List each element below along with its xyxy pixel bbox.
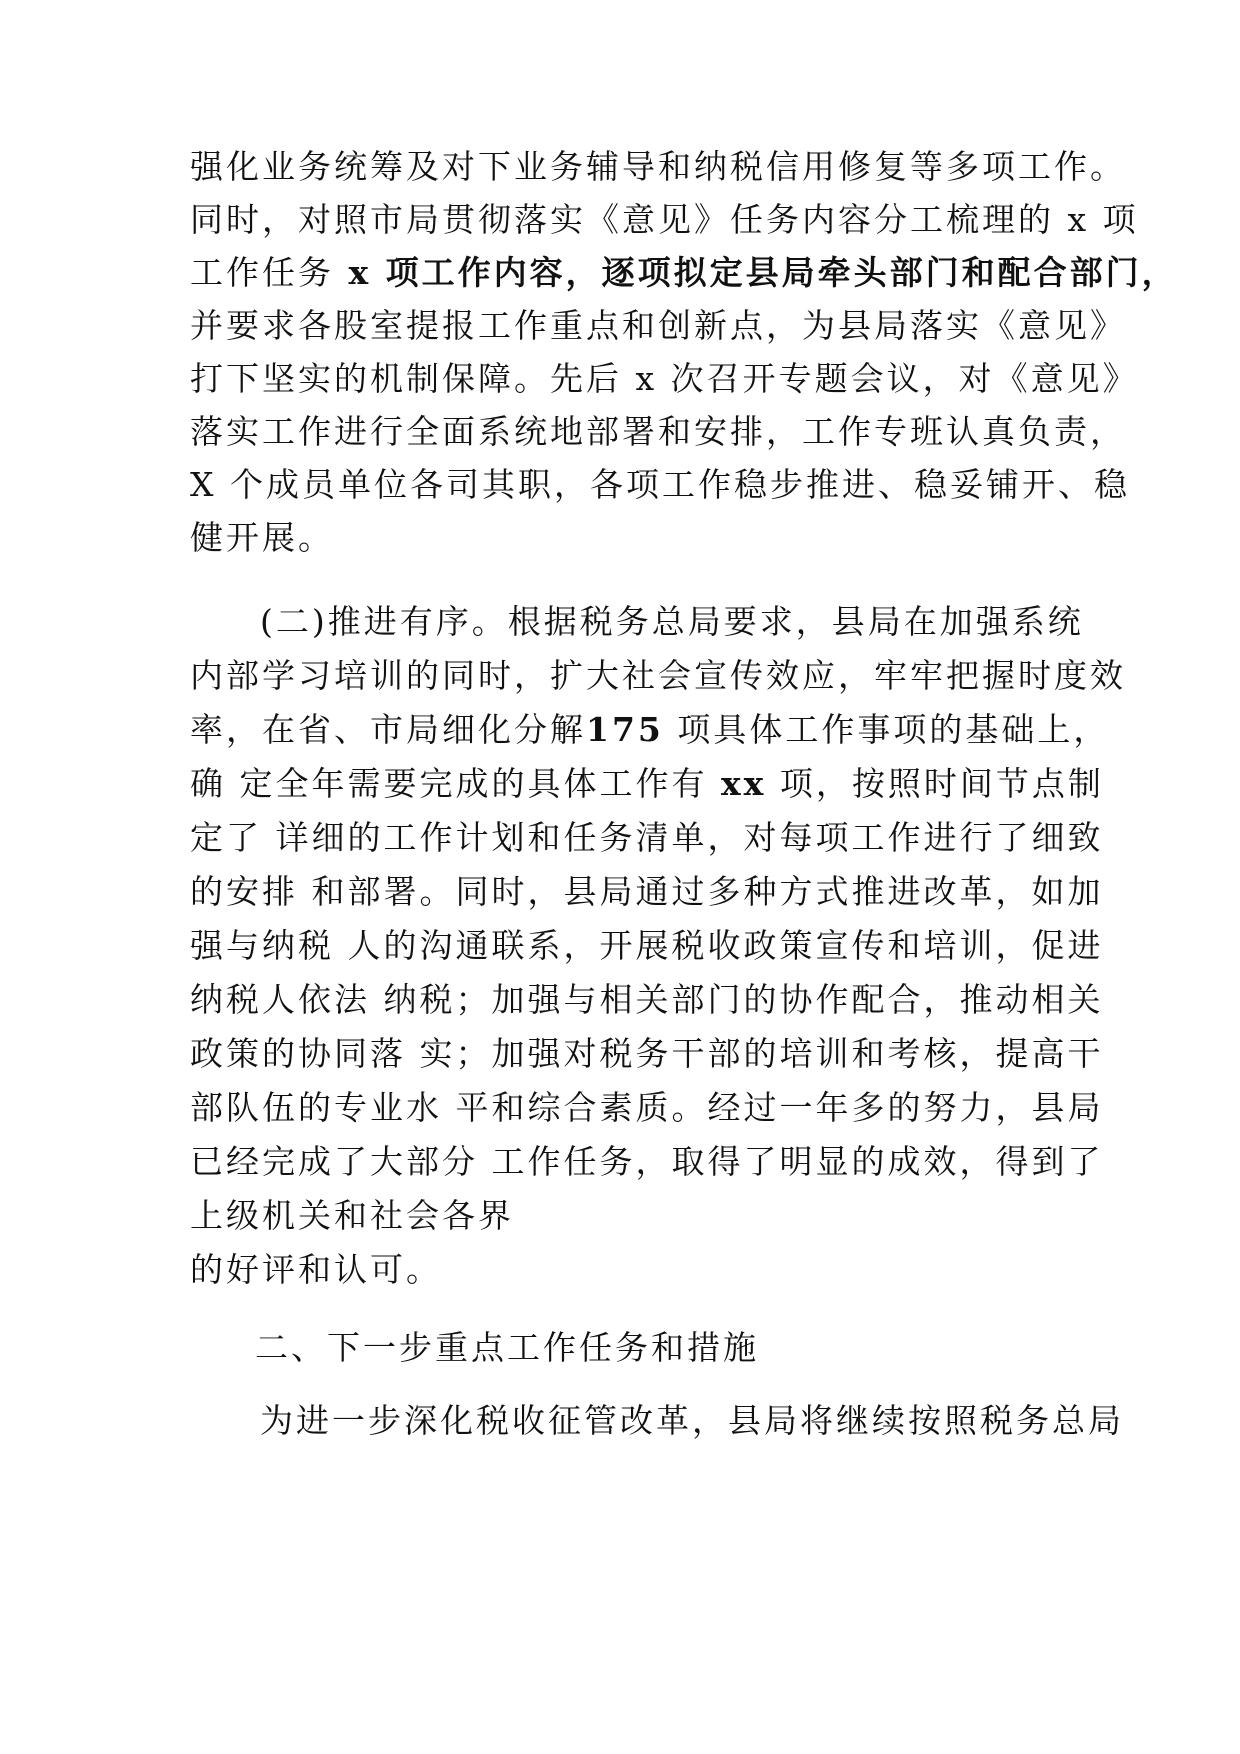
paragraph-line	[190, 865, 1104, 919]
paragraph-line	[190, 703, 1109, 757]
paragraph-line	[190, 811, 1104, 865]
text-run: 的安排 和部署。同时，县局通过多种方式推进改革，如加	[190, 872, 1104, 911]
paragraph-line	[190, 1135, 1104, 1189]
text-run: 纳税人依法 纳税；加强与相关部门的协作配合，推动相关	[190, 980, 1104, 1019]
paragraph-line	[190, 973, 1104, 1027]
paragraph-line	[190, 352, 1139, 406]
paragraph-line	[190, 193, 1139, 247]
text-run: 定了 详细的工作计划和任务清单，对每项工作进行了细致	[190, 818, 1104, 857]
text-run: (二)推进有序。根据税务总局要求，县局在加强系统	[260, 602, 1084, 641]
text-run: 强化业务统筹及对下业务辅导和纳税信用修复等多项工作。	[190, 147, 1126, 186]
text-run: 并要求各股室提报工作重点和创新点，为县局落实《意见》	[190, 306, 1126, 345]
text-run: 内部学习培训的同时，扩大社会宣传效应，牢牢把握时度效	[190, 656, 1126, 695]
bold-number: 175	[586, 710, 664, 749]
text-run: 同时，对照市局贯彻落实《意见》任务内容分工梳理的 x 项	[190, 200, 1139, 239]
text-run: 的好评和认可。	[190, 1250, 442, 1289]
text-run: 确 定全年需要完成的具体工作有	[190, 764, 721, 803]
text-run: 落实工作进行全面系统地部署和安排，工作专班认真负责，	[190, 412, 1126, 451]
paragraph-line	[190, 299, 1126, 353]
paragraph-line	[190, 458, 1130, 512]
paragraph-line	[190, 511, 334, 565]
paragraph-line	[190, 405, 1126, 459]
text-run: 健开展。	[190, 518, 334, 557]
text-run: X 个成员单位各司其职，各项工作稳步推进、稳妥铺开、稳	[190, 465, 1130, 504]
paragraph-line	[190, 649, 1126, 703]
text-run: 打下坚实的机制保障。先后 x 次召开专题会议，对《意见》	[190, 359, 1139, 398]
paragraph-line	[260, 1394, 1124, 1448]
bold-number: xx	[720, 764, 767, 803]
bold-text-run: x 项工作内容，逐项拟定县局牵头部门和配合部门，	[334, 253, 1178, 292]
paragraph-line	[190, 1189, 514, 1243]
text-run: 项，按照时间节点制	[766, 764, 1104, 803]
text-run: 率，在省、市局细化分解	[190, 710, 586, 749]
paragraph-line	[190, 1081, 1104, 1135]
text-run: 部队伍的专业水 平和综合素质。经过一年多的努力，县局	[190, 1088, 1104, 1127]
text-run: 为进一步深化税收征管改革，县局将继续按照税务总局	[260, 1401, 1124, 1440]
paragraph-line	[190, 246, 1178, 300]
section-heading	[255, 1321, 759, 1375]
paragraph-line	[190, 1027, 1104, 1081]
text-run: 已经完成了大部分 工作任务，取得了明显的成效，得到了	[190, 1142, 1104, 1181]
heading-text: 二、下一步重点工作任务和措施	[255, 1328, 759, 1367]
paragraph-line	[260, 595, 1084, 649]
paragraph-line	[190, 140, 1126, 194]
paragraph-line	[190, 919, 1104, 973]
text-run: 强与纳税 人的沟通联系，开展税收政策宣传和培训，促进	[190, 926, 1104, 965]
text-run: 上级机关和社会各界	[190, 1196, 514, 1235]
text-run: 项具体工作事项的基础上，	[663, 710, 1110, 749]
paragraph-line	[190, 1243, 442, 1297]
text-run: 工作任务	[190, 253, 334, 292]
text-run: 政策的协同落 实；加强对税务干部的培训和考核，提高干	[190, 1034, 1104, 1073]
paragraph-line	[190, 757, 1104, 811]
